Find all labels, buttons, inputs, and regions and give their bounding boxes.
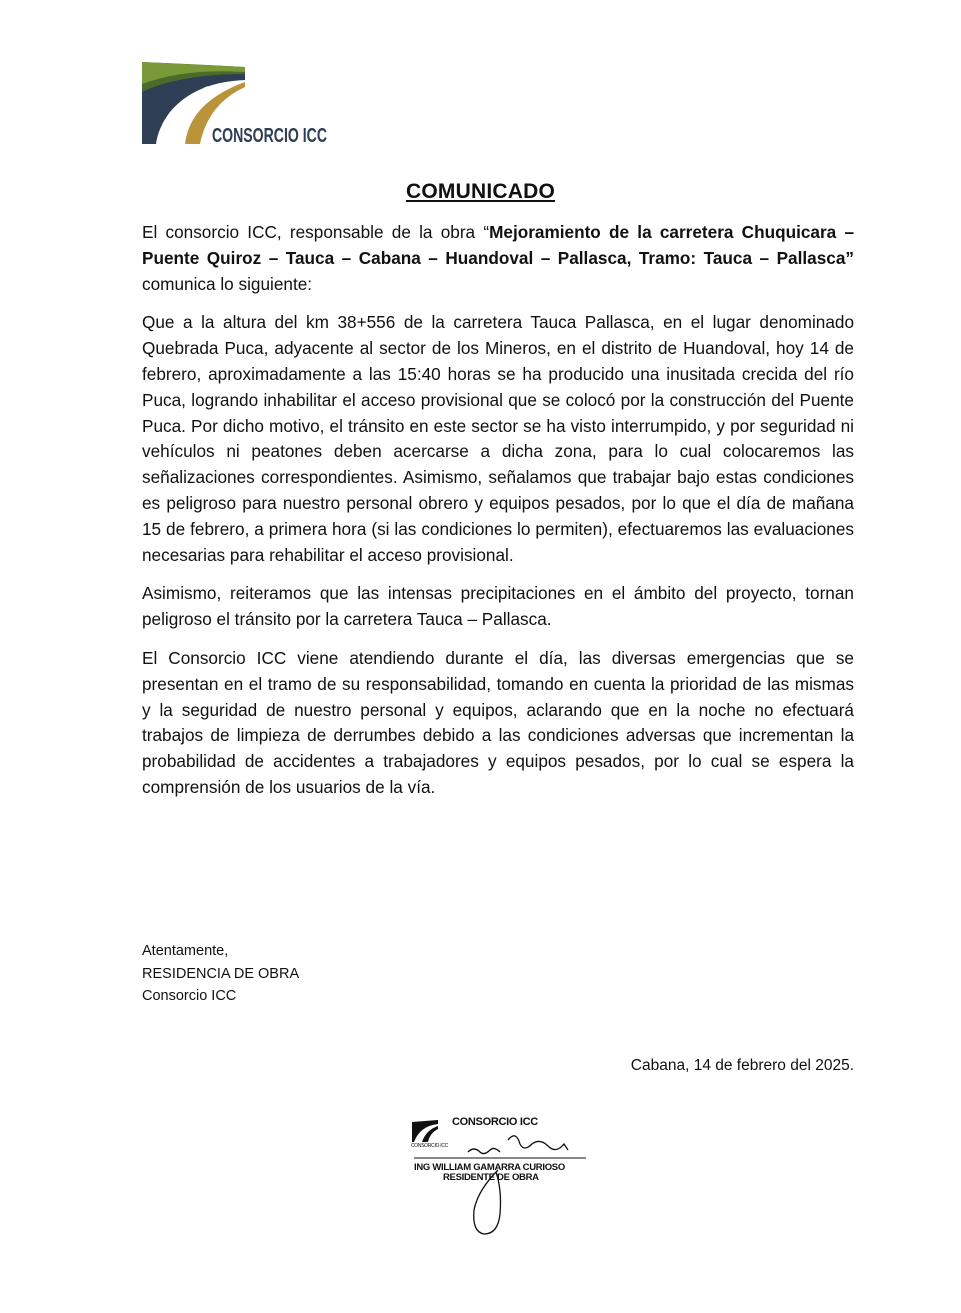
paragraph-warning: Asimismo, reiteramos que las intensas precipitaciones en el ámbito del proyecto, tornan peligroso el tránsito por la carretera Tauca – Pallasca.: [142, 583, 854, 630]
paragraph-emergencies: El Consorcio ICC viene atendiendo durante el día, las diversas emergencias que se presentan en el tramo de su responsabilidad, tomando en cuenta la prioridad de las mismas y la seguridad de nuestro personal y equipos, aclarando que en la noche no efectuará trabajos de limpieza de derrumbes debido a las condiciones adversas que incrementan la probabilidad de accidentes a trabajadores y equipos pesados, por lo cual se espera la comprensión de los usuarios de la vía.: [142, 647, 854, 797]
stamp-signer-name: ING WILLIAM GAMARRA CURIOSO: [414, 1162, 565, 1173]
closing-block: [142, 940, 299, 1008]
document-title: COMUNICADO: [406, 180, 555, 203]
consorcio-icc-logo: [140, 62, 340, 152]
stamp-small-label: CONSORCIO ICC: [411, 1143, 448, 1149]
intro-text: El consorcio ICC, responsable de la obra “: [142, 222, 490, 242]
closing-organization: Consorcio ICC: [142, 988, 237, 1004]
closing-department: RESIDENCIA DE OBRA: [142, 965, 300, 982]
logo-text: CONSORCIO ICC: [212, 125, 327, 147]
intro-end-text: comunica lo siguiente:: [142, 273, 313, 294]
closing-salutation: Atentamente,: [142, 943, 229, 959]
document-body: [142, 220, 854, 814]
signature-stamp: [408, 1110, 598, 1240]
paragraph-intro: [142, 220, 854, 297]
stamp-brand: CONSORCIO ICC: [452, 1116, 538, 1128]
paragraph-incident: Que a la altura del km 38+556 de la carretera Tauca Pallasca, en el lugar denominado Quebrada Puca, adyacente al sector de los Mineros, en el distrito de Huandoval, hoy 14 de febrero, aproximadamente a las 15:40 horas se ha producido una inusitada crecida del río Puca, logrando inhabilitar el acceso provisional que se colocó por la construcción del Puente Puca. Por dicho motivo, el tránsito en este sector se ha visto interrumpido, y por seguridad ni vehículos ni peatones deben acercarse a dicha zona, para lo cual colocaremos las señalizaciones correspondientes. Asimismo, señalamos que trabajar bajo estas condiciones es peligroso para nuestro personal obrero y equipos pesados, por lo que el día de mañana 15 de febrero, a primera hora (si las condiciones lo permiten), efectuaremos las evaluaciones necesarias para rehabilitar el acceso provisional.: [142, 312, 854, 565]
place-date: Cabana, 14 de febrero del 2025.: [630, 1057, 854, 1074]
stamp-signer-role: RESIDENTE DE OBRA: [443, 1172, 539, 1183]
project-name: Mejoramiento de la carretera Chuquicara – Puente Quiroz – Tauca – Cabana – Huandoval – Pallasca, Tramo: Tauca – Pallasca”: [142, 222, 855, 268]
